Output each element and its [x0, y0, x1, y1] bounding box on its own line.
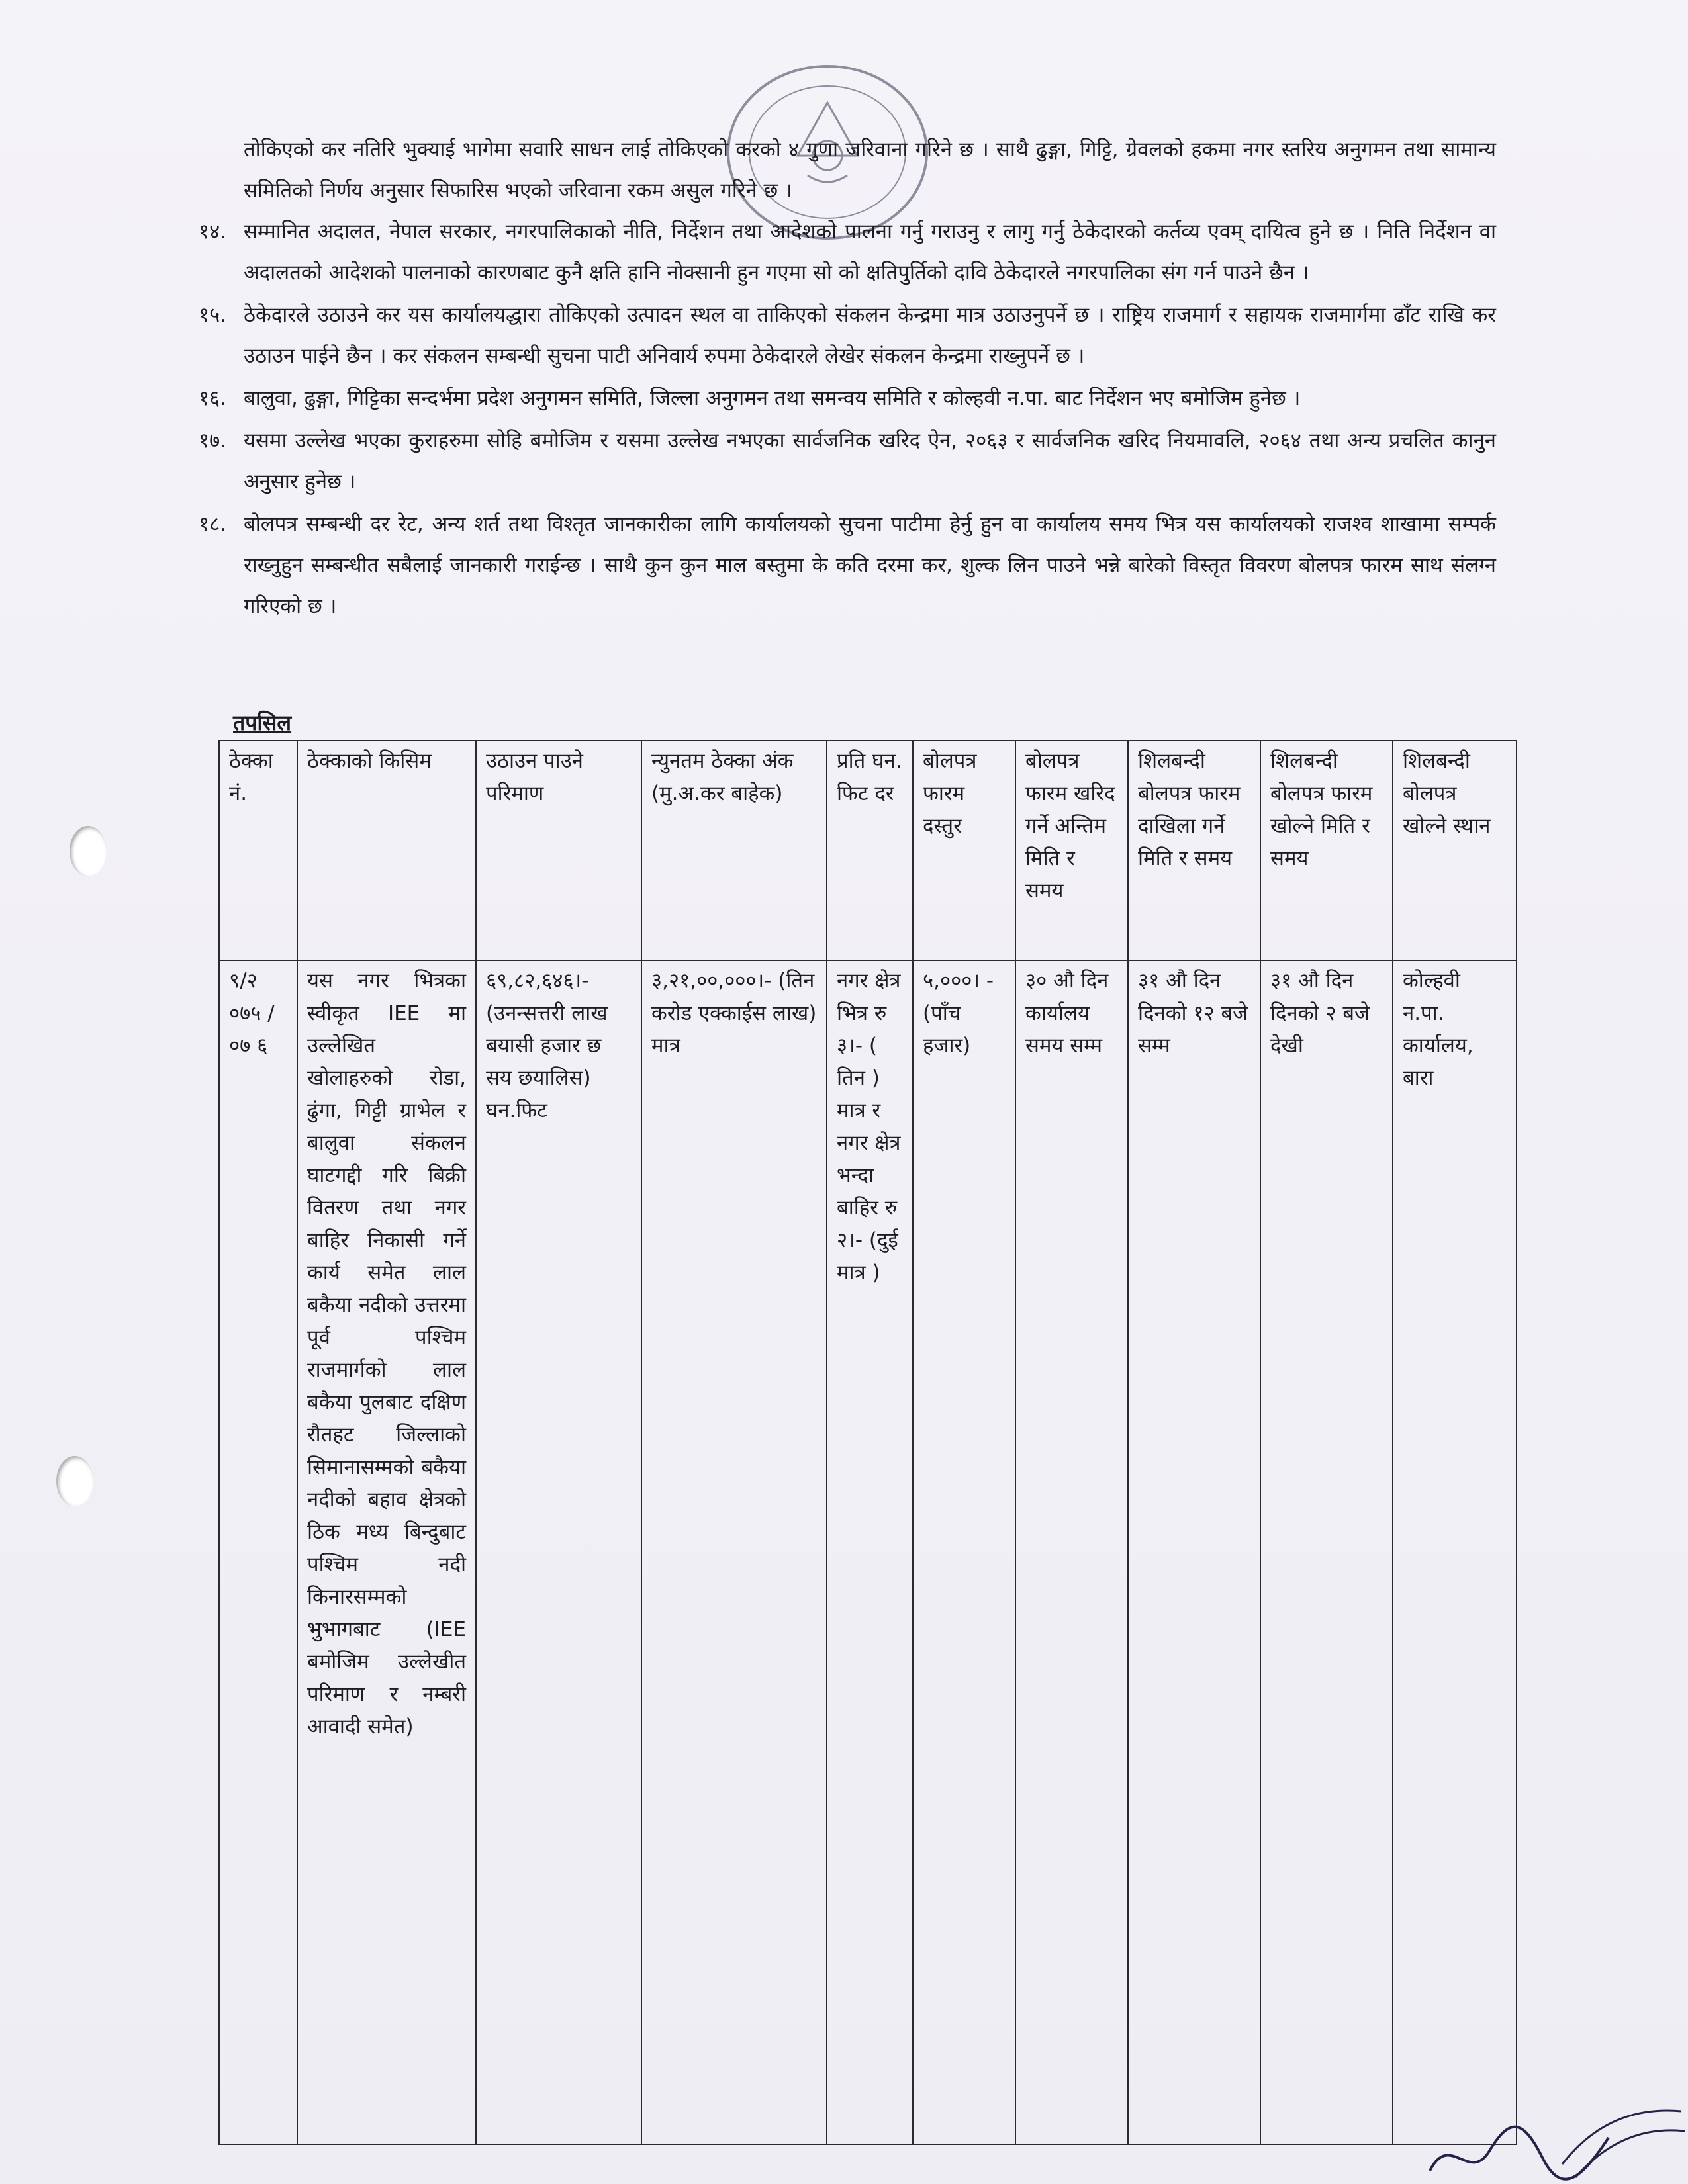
clause-15: [199, 295, 1496, 377]
punch-hole: [70, 826, 107, 876]
column-header-opening-time: शिलबन्दी बोलपत्र फारम खोल्ने मिति र समय: [1260, 741, 1393, 960]
column-header-opening-place: शिलबन्दी बोलपत्र खोल्ने स्थान: [1393, 741, 1517, 960]
column-header-contract-type: ठेक्काको किसिम: [297, 741, 476, 960]
column-header-submission-deadline: शिलबन्दी बोलपत्र फारम दाखिला गर्ने मिति र समय: [1128, 741, 1260, 960]
clause-number: १४.: [199, 220, 227, 244]
column-header-form-fee: बोलपत्र फारम दस्तुर: [913, 741, 1015, 960]
column-header-minimum-amount: न्युनतम ठेक्का अंक (मु.अ.कर बाहेक): [641, 741, 827, 960]
column-header-purchase-deadline: बोलपत्र फारम खरिद गर्ने अन्तिम मिति र समय: [1015, 741, 1128, 960]
cell-form-fee: ५,०००। - (पाँच हजार): [913, 960, 1015, 2144]
clause-number: १७.: [199, 429, 227, 453]
paragraph-text: तोकिएको कर नतिरि भुक्याई भागेमा सवारि साधन लाई तोकिएको करको ४ गुणा जरिवाना गरिने छ । साथै ढुङ्गा, गिट्टि, ग्रेवलको हकमा नगर स्तरिय अनुगमन तथा सामान्य समितिको निर्णय अनुसार सिफारिस भएको जरिवाना रकम असुल गरिने छ ।: [244, 138, 1496, 203]
clause-number: १६.: [199, 387, 227, 410]
tender-schedule-table: [218, 740, 1517, 2145]
clause-text: सम्मानित अदालत, नेपाल सरकार, नगरपालिकाको नीति, निर्देशन तथा आदेशको पालना गर्नु गराउनु र लागु गर्नु ठेकेदारको कर्तव्य एवम् दायित्व हुने छ । निति निर्देशन वा अदालतको आदेशको पालनाको कारणबाट कुनै क्षति हानि नोक्सानी हुन गएमा सो को क्षतिपुर्तिको दावि ठेकेदारले नगरपालिका संग गर्न पाउने छैन ।: [244, 220, 1496, 285]
schedule-title: तपसिल: [233, 710, 292, 735]
numbered-clauses: [199, 211, 1496, 628]
clause-text: ठेकेदारले उठाउने कर यस कार्यालयद्धारा तोकिएको उत्पादन स्थल वा ताकिएको संकलन केन्द्रमा मात्र उठाउनुपर्ने छ । राष्ट्रिय राजमार्ग र सहायक राजमार्गमा ढाँट राखि कर उठाउन पाईने छैन । कर संकलन सम्बन्धी सुचना पाटी अनिवार्य रुपमा ठेकेदारले लेखेर संकलन केन्द्रमा राख्नुपर्ने छ ।: [244, 303, 1496, 368]
clause-14: [199, 211, 1496, 293]
table-header-row: [219, 741, 1517, 960]
clause-17: [199, 420, 1496, 502]
column-header-contract-no: ठेक्का नं.: [219, 741, 297, 960]
cell-contract-type: यस नगर भित्रका स्वीकृत IEE मा उल्लेखित खोलाहरुको रोडा, ढुंगा, गिट्टी ग्राभेल र बालुवा संकलन घाटगद्दी गरि बिक्री वितरण तथा नगर बाहिर निकासी गर्ने कार्य समेत लाल बकैया नदीको उत्तरमा पूर्व पश्चिम राजमार्गको लाल बकैया पुलबाट दक्षिण रौतहट जिल्लाको सिमानासम्मको बकैया नदीको बहाव क्षेत्रको ठिक मध्य बिन्दुबाट पश्चिम नदी किनारसम्मको भुभागबाट (IEE बमोजिम उल्लेखीत परिमाण र नम्बरी आवादी समेत): [297, 960, 476, 2144]
clause-text: यसमा उल्लेख भएका कुराहरुमा सोहि बमोजिम र यसमा उल्लेख नभएका सार्वजनिक खरिद ऐन, २०६३ र सार्वजनिक खरिद नियमावलि, २०६४ तथा अन्य प्रचलित कानुन अनुसार हुनेछ ।: [244, 429, 1496, 494]
clause-text: बोलपत्र सम्बन्धी दर रेट, अन्य शर्त तथा विश्तृत जानकारीका लागि कार्यालयको सुचना पाटीमा हेर्नु हुन वा कार्यालय समय भित्र यस कार्यालयको राजश्व शाखामा सम्पर्क राख्नुहुन सम्बन्धीत सबैलाई जानकारी गराईन्छ । साथै कुन कुन माल बस्तुमा के कति दरमा कर, शुल्क लिन पाउने भन्ने बारेको विस्तृत विवरण बोलपत्र फारम साथ संलग्न गरिएको छ ।: [244, 512, 1496, 618]
signature-stamp: [1410, 2091, 1688, 2184]
column-header-quantity: उठाउन पाउने परिमाण: [476, 741, 641, 960]
clause-number: १५.: [199, 303, 227, 327]
cell-opening-time: ३१ औ दिन दिनको २ बजे देखी: [1260, 960, 1393, 2144]
column-header-rate: प्रति घन. फिट दर: [827, 741, 913, 960]
cell-purchase-deadline: ३० औ दिन कार्यालय समय सम्म: [1015, 960, 1128, 2144]
clause-16: [199, 378, 1496, 419]
clause-text: बालुवा, ढुङ्गा, गिट्टिका सन्दर्भमा प्रदेश अनुगमन समिति, जिल्ला अनुगमन तथा समन्वय समिति र कोल्हवी न.पा. बाट निर्देशन भए बमोजिम हुनेछ ।: [244, 387, 1301, 410]
table-row: [219, 960, 1517, 2144]
cell-submission-deadline: ३१ औ दिन दिनको १२ बजे सम्म: [1128, 960, 1260, 2144]
cell-rate: नगर क्षेत्र भित्र रु ३।- ( तिन ) मात्र र नगर क्षेत्र भन्दा बाहिर रु २।- (दुई मात्र ): [827, 960, 913, 2144]
cell-opening-place: कोल्हवी न.पा. कार्यालय, बारा: [1393, 960, 1517, 2144]
cell-contract-no: ९/२ ०७५ /०७ ६: [219, 960, 297, 2144]
cell-quantity: ६९,८२,६४६।- (उनन्सत्तरी लाख बयासी हजार छ सय छयालिस) घन.फिट: [476, 960, 641, 2144]
cell-minimum-amount: ३,२१,००,०००।- (तिन करोड एक्काईस लाख) मात्र: [641, 960, 827, 2144]
punch-hole: [56, 1456, 93, 1506]
clause-18: [199, 504, 1496, 627]
paragraph-continuation: [244, 129, 1496, 211]
clause-number: १८.: [199, 512, 227, 536]
